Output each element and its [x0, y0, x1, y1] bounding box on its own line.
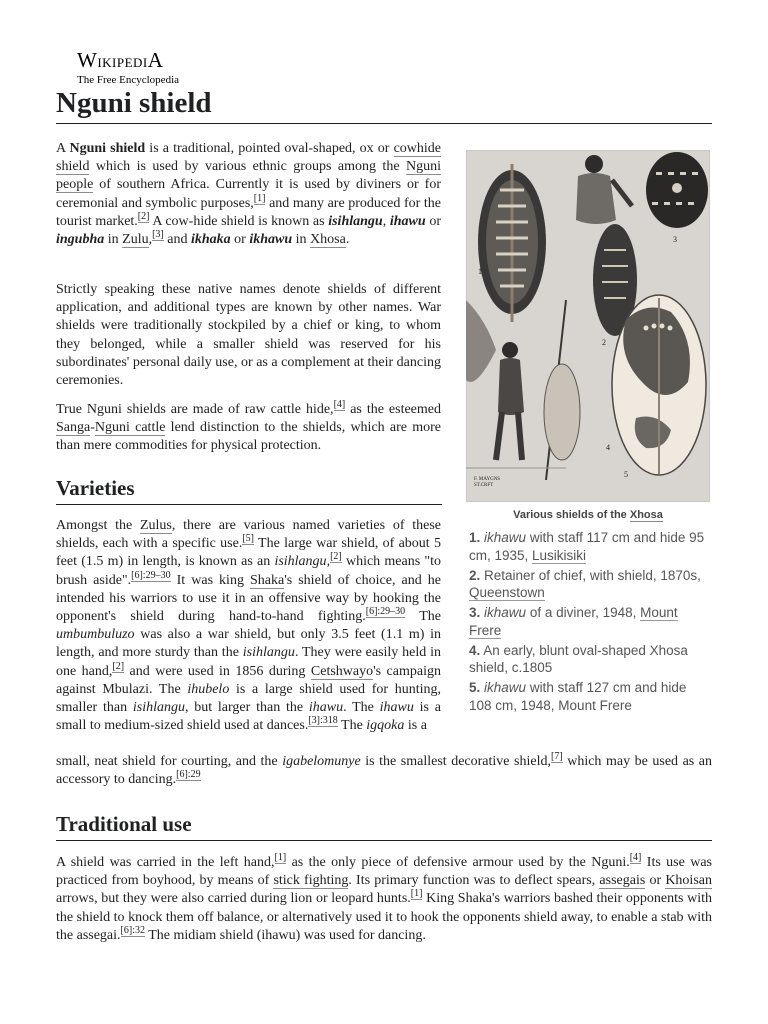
- intro-paragraph-1: A Nguni shield is a traditional, pointed oval-shaped, ox or cowhide shield which is used by various ethnic groups among the Nguni people of southern Africa. Currently it is used by diviners or for ceremonial and symbolic purposes,[1] and many are produced for the tourist market.[2] A cow-hide shield is known as isihlangu, ihawu or ingubha in Zulu,[3] and ikhaka or ikhawu in Xhosa.: [56, 141, 441, 248]
- ref-2[interactable]: [2]: [137, 210, 150, 222]
- link-shield[interactable]: shield: [56, 159, 90, 175]
- link-zulus[interactable]: Zulus: [139, 518, 172, 533]
- link-caption-xhosa[interactable]: Xhosa: [629, 509, 663, 521]
- varieties-paragraph-continued: small, neat shield for courting, and the igabelomunye is the smallest decorative shield,[7] which may be used as an accessory to dancing.$^{[6]:29}$: [56, 751, 712, 788]
- ref-3[interactable]: [3]: [152, 229, 164, 241]
- ref-1[interactable]: [1]: [274, 852, 287, 863]
- plate-label-1: 1: [478, 267, 482, 276]
- link-nguni-people[interactable]: Nguni people: [56, 159, 441, 193]
- figure-caption-list: [469, 529, 710, 714]
- ref-4[interactable]: [4]: [629, 852, 642, 863]
- logo-wordmark: WikipediA: [77, 48, 164, 72]
- shield-4: [612, 295, 706, 475]
- shield-3: [646, 152, 708, 228]
- ref-1[interactable]: [1]: [253, 192, 266, 204]
- plate-label-2: 2: [602, 338, 606, 347]
- traditional-use-paragraph: A shield was carried in the left hand,[1] as the only piece of defensive armour used by the Nguni.[4] Its use was practiced from boyhood, by means of stick fighting. Its primary function was to deflect spears, assegais or Khoisan arrows, but they were also carried during lion or leopard hunts.[1] King Shaka's warriors bashed their opponents with the shield to knock them off balance, or alternatively used it to hook the opponents shield away, to enable a stab with the assegai.$^{[6]:32}$ The midiam shield (ihawu) was used for dancing.: [56, 852, 713, 943]
- caption-item: 5. ikhawu with staff 127 cm and hide 108 cm, 1948, Mount Frere: [469, 680, 687, 713]
- page-title: Nguni shield: [56, 84, 712, 124]
- caption-item: 4. An early, blunt oval-shaped Xhosa shield, c.1805: [469, 642, 688, 675]
- link-xhosa[interactable]: Xhosa: [310, 232, 346, 248]
- ref-3[interactable]: [3]:318: [308, 715, 338, 727]
- ref-2[interactable]: [2]: [112, 660, 125, 672]
- link-lusikisiki[interactable]: Lusikisiki: [532, 547, 587, 563]
- link-khoisan[interactable]: Khoisan: [665, 873, 712, 889]
- intro-paragraph-2: Strictly speaking these native names denote shields of different application, and additional types are known by other names. War shields were traditionally stockpiled by a chief or king, to whom they belonged, while a smaller shield was reserved for his subordinates' personal daily use, or as a complement at their dancing ceremonies.: [56, 282, 441, 389]
- ref-6[interactable]: [6]:29–30: [365, 606, 406, 618]
- heading-traditional-use: Traditional use: [56, 810, 712, 841]
- logo-tagline: The Free Encyclopedia: [77, 74, 180, 86]
- varieties-paragraph: Amongst the Zulus, there are various named varieties of these shields, each with a specific use.[5] The large war shield, of about 5 feet (1.5 m) in length, is known as an isihlangu,[2] which means "to brush aside".$^{[6]:29-30}$ It was king Shaka's shield of choice, and he intended his warriors to use it in an offensive way by hooking the opponent's shield during hand-to-hand fighting.$^{[6]:29-30}$ The umbumbuluzo was also a war shield, but only 3.5 feet (1.1 m) in length, and more sturdy than the isihlangu. They were easily held in one hand,[2] and were used in 1856 during Cetshwayo's campaign against Mbulazi. The ihubelo is a large shield used for hunting, smaller than isihlangu, but larger than the ihawu. The ihawu is a small to medium-sized shield used at dances.$^{[3]:318}$ The igqoka is a: [56, 518, 441, 734]
- link-cowhide[interactable]: cowhide: [393, 141, 441, 156]
- link-nguni-cattle[interactable]: Nguni cattle: [94, 420, 166, 436]
- ref-1[interactable]: [1]: [410, 888, 423, 900]
- ref-6[interactable]: [6]:29: [176, 769, 201, 781]
- caption-item: 1. ikhawu with staff 117 cm and hide 95 cm, 1935, Lusikisiki: [469, 530, 705, 563]
- plate-label-5: 5: [624, 470, 628, 479]
- intro-paragraph-3: True Nguni shields are made of raw cattle hide,[4] as the esteemed Sanga-Nguni cattle lend distinction to the shields, which are more than mere commodities for physical protection.: [56, 399, 441, 454]
- link-stick-fighting[interactable]: stick fighting: [273, 873, 349, 889]
- shields-figure: [466, 150, 710, 717]
- plate-text-1: F. MAYGNS: [474, 477, 501, 482]
- link-mount-frere[interactable]: Mount Frere: [469, 605, 678, 638]
- link-zulu[interactable]: Zulu: [122, 232, 149, 248]
- figure-caption-title: Various shields of the Xhosa: [513, 509, 663, 521]
- link-sanga[interactable]: Sanga: [56, 420, 91, 436]
- shields-plate-image[interactable]: [466, 150, 710, 502]
- ref-6[interactable]: [6]:29–30: [131, 569, 171, 581]
- ref-4[interactable]: [4]: [333, 399, 346, 410]
- plate-text-2: ST.CRFT: [474, 483, 494, 488]
- ref-2[interactable]: [2]: [330, 551, 342, 563]
- caption-item: 3. ikhawu of a diviner, 1948, Mount Frere: [469, 605, 678, 638]
- ref-5[interactable]: [5]: [242, 533, 254, 545]
- ref-7[interactable]: [7]: [551, 751, 563, 762]
- link-queenstown[interactable]: Queenstown: [469, 585, 545, 600]
- heading-varieties: Varieties: [56, 474, 442, 505]
- plate-label-3: 3: [673, 235, 677, 244]
- caption-item: 2. Retainer of chief, with shield, 1870s, Queenstown: [469, 567, 701, 600]
- plate-label-4: 4: [606, 443, 610, 452]
- link-assegais[interactable]: assegais: [599, 873, 646, 889]
- link-cetshwayo[interactable]: Cetshwayo: [310, 663, 374, 679]
- link-shaka[interactable]: Shaka: [250, 572, 285, 588]
- ref-6[interactable]: [6]:32: [120, 924, 145, 936]
- wikipedia-logo[interactable]: [77, 50, 179, 87]
- logo-wordmark-rest: ikipedi: [97, 51, 148, 72]
